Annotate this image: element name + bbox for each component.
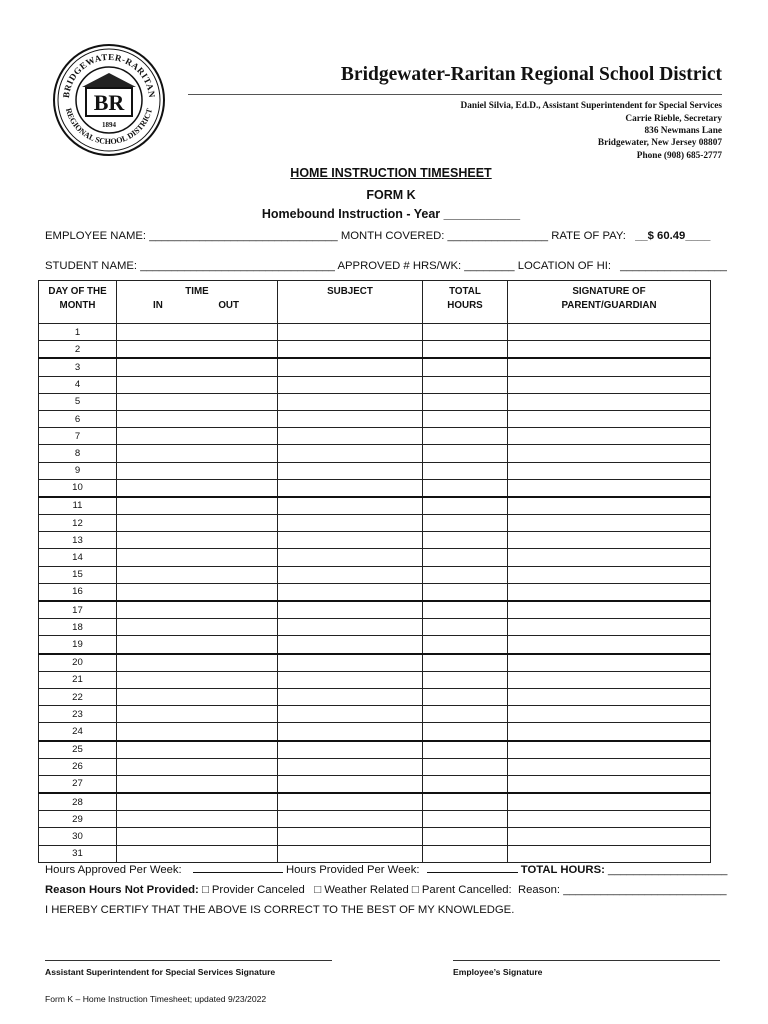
day-cell: 18: [39, 619, 117, 636]
table-row: [39, 479, 711, 497]
contact-line-phone: Phone (908) 685-2777: [636, 151, 722, 161]
day-cell: 22: [39, 688, 117, 705]
total-hours-cell[interactable]: [423, 497, 508, 515]
signature-cell[interactable]: [508, 445, 711, 462]
total-hours-cell[interactable]: [423, 828, 508, 845]
employee-signature-line[interactable]: [453, 960, 720, 961]
day-cell: 27: [39, 775, 117, 793]
time-cell[interactable]: [117, 462, 278, 479]
subject-cell[interactable]: [278, 324, 423, 341]
reason-row: [45, 884, 727, 896]
time-cell[interactable]: [117, 393, 278, 410]
subject-cell[interactable]: [278, 376, 423, 393]
time-cell[interactable]: [117, 811, 278, 828]
subject-cell[interactable]: [278, 479, 423, 497]
superintendent-signature-label: Assistant Superintendent for Special Services Signature: [45, 967, 276, 977]
subject-cell[interactable]: [278, 428, 423, 445]
total-hours-cell[interactable]: [423, 811, 508, 828]
reason-label: Reason Hours Not Provided:: [45, 884, 199, 896]
time-cell[interactable]: [117, 636, 278, 654]
hours-provided-label: Hours Provided Per Week:: [285, 864, 420, 876]
hours-approved-field[interactable]: [193, 872, 283, 873]
hours-approved-label: Hours Approved Per Week:: [45, 864, 182, 876]
table-row: [39, 828, 711, 845]
contact-line-secretary: Carrie Rieble, Secretary: [625, 114, 722, 124]
table-row: [39, 428, 711, 445]
subject-cell[interactable]: [278, 793, 423, 811]
total-hours-cell[interactable]: [423, 479, 508, 497]
table-row: [39, 497, 711, 515]
month-covered-field[interactable]: MONTH COVERED: ________________: [340, 230, 549, 242]
day-cell: 1: [39, 324, 117, 341]
table-row: [39, 793, 711, 811]
signature-cell[interactable]: [508, 376, 711, 393]
form-footnote: Form K – Home Instruction Timesheet; updated 9/23/2022: [45, 994, 267, 1004]
table-row: [39, 532, 711, 549]
subject-cell[interactable]: [278, 358, 423, 376]
rate-of-pay-label: RATE OF PAY:: [551, 230, 626, 242]
total-hours-cell[interactable]: [423, 583, 508, 601]
time-cell[interactable]: [117, 428, 278, 445]
total-hours-cell[interactable]: [423, 410, 508, 427]
subject-cell[interactable]: [278, 549, 423, 566]
subject-cell[interactable]: [278, 532, 423, 549]
total-hours-cell[interactable]: [423, 445, 508, 462]
time-cell[interactable]: [117, 358, 278, 376]
day-cell: 7: [39, 428, 117, 445]
employee-signature-label: Employee’s Signature: [453, 967, 543, 977]
time-cell[interactable]: [117, 445, 278, 462]
time-cell[interactable]: [117, 324, 278, 341]
signature-cell[interactable]: [508, 688, 711, 705]
header-time-in: IN: [153, 300, 163, 311]
signature-cell[interactable]: [508, 811, 711, 828]
time-cell[interactable]: [117, 601, 278, 619]
day-cell: 24: [39, 723, 117, 741]
subject-cell[interactable]: [278, 775, 423, 793]
table-row: [39, 758, 711, 775]
signature-cell[interactable]: [508, 324, 711, 341]
day-cell: 10: [39, 479, 117, 497]
time-cell[interactable]: [117, 741, 278, 759]
superintendent-signature-line[interactable]: [45, 960, 332, 961]
signature-cell[interactable]: [508, 583, 711, 601]
signature-cell[interactable]: [508, 532, 711, 549]
table-row: [39, 445, 711, 462]
total-hours-field[interactable]: ___________________: [608, 864, 728, 876]
total-hours-cell[interactable]: [423, 376, 508, 393]
subject-cell[interactable]: [278, 410, 423, 427]
day-cell: 2: [39, 341, 117, 359]
total-hours-cell[interactable]: [423, 619, 508, 636]
day-cell: 23: [39, 706, 117, 723]
total-hours-cell[interactable]: [423, 549, 508, 566]
signature-cell[interactable]: [508, 393, 711, 410]
total-hours-cell[interactable]: [423, 723, 508, 741]
signature-cell[interactable]: [508, 636, 711, 654]
svg-text:BR: BR: [93, 90, 125, 115]
signature-cell[interactable]: [508, 775, 711, 793]
time-cell[interactable]: [117, 723, 278, 741]
student-name-field[interactable]: STUDENT NAME: _______________________________: [45, 260, 335, 272]
subject-cell[interactable]: [278, 758, 423, 775]
time-cell[interactable]: [117, 758, 278, 775]
total-hours-cell[interactable]: [423, 636, 508, 654]
time-cell[interactable]: [117, 341, 278, 359]
signature-cell[interactable]: [508, 549, 711, 566]
signature-cell[interactable]: [508, 706, 711, 723]
time-cell[interactable]: [117, 671, 278, 688]
day-cell: 3: [39, 358, 117, 376]
subject-cell[interactable]: [278, 583, 423, 601]
day-cell: 5: [39, 393, 117, 410]
time-cell[interactable]: [117, 845, 278, 862]
signature-cell[interactable]: [508, 479, 711, 497]
table-row: [39, 410, 711, 427]
signature-cell[interactable]: [508, 758, 711, 775]
time-cell[interactable]: [117, 688, 278, 705]
signature-cell[interactable]: [508, 793, 711, 811]
table-row: [39, 462, 711, 479]
day-cell: 15: [39, 566, 117, 583]
table-row: [39, 741, 711, 759]
total-hours-cell[interactable]: [423, 358, 508, 376]
total-hours-cell[interactable]: [423, 324, 508, 341]
form-subtitle: FORM K: [366, 188, 416, 202]
total-hours-cell[interactable]: [423, 775, 508, 793]
total-hours-cell[interactable]: [423, 428, 508, 445]
time-cell[interactable]: [117, 515, 278, 532]
time-cell[interactable]: [117, 497, 278, 515]
time-cell[interactable]: [117, 549, 278, 566]
table-row: [39, 811, 711, 828]
header-time-out: OUT: [218, 300, 239, 311]
day-cell: 14: [39, 549, 117, 566]
signature-cell[interactable]: [508, 497, 711, 515]
day-cell: 21: [39, 671, 117, 688]
total-hours-cell[interactable]: [423, 566, 508, 583]
subject-cell[interactable]: [278, 811, 423, 828]
subject-cell[interactable]: [278, 393, 423, 410]
subject-cell[interactable]: [278, 706, 423, 723]
table-row: [39, 549, 711, 566]
total-hours-cell[interactable]: [423, 688, 508, 705]
contact-line-superintendent: Daniel Silvia, Ed.D., Assistant Superintendent for Special Services: [460, 101, 722, 111]
district-seal-logo: [52, 43, 166, 157]
subject-cell[interactable]: [278, 619, 423, 636]
time-cell[interactable]: [117, 706, 278, 723]
total-hours-cell[interactable]: [423, 462, 508, 479]
day-cell: 17: [39, 601, 117, 619]
svg-text:1894: 1894: [102, 121, 116, 129]
signature-cell[interactable]: [508, 654, 711, 672]
table-row: [39, 723, 711, 741]
day-cell: 20: [39, 654, 117, 672]
total-hours-label: TOTAL HOURS:: [520, 864, 605, 876]
header-time-label: TIME: [185, 286, 209, 297]
total-hours-cell[interactable]: [423, 515, 508, 532]
location-label: LOCATION OF HI:: [517, 260, 612, 272]
day-cell: 29: [39, 811, 117, 828]
time-cell[interactable]: [117, 775, 278, 793]
total-hours-cell[interactable]: [423, 532, 508, 549]
day-cell: 6: [39, 410, 117, 427]
day-cell: 4: [39, 376, 117, 393]
table-row: [39, 654, 711, 672]
subject-cell[interactable]: [278, 601, 423, 619]
signature-cell[interactable]: [508, 671, 711, 688]
time-cell[interactable]: [117, 410, 278, 427]
total-hours-cell[interactable]: [423, 671, 508, 688]
total-hours-cell[interactable]: [423, 793, 508, 811]
total-hours-cell[interactable]: [423, 845, 508, 862]
day-cell: 31: [39, 845, 117, 862]
student-info-row: [45, 260, 727, 272]
day-cell: 19: [39, 636, 117, 654]
day-cell: 30: [39, 828, 117, 845]
time-cell[interactable]: [117, 479, 278, 497]
location-field[interactable]: _________________: [620, 260, 727, 272]
hours-provided-field[interactable]: [427, 872, 518, 873]
signature-cell[interactable]: [508, 723, 711, 741]
header-time: [117, 281, 278, 324]
header-signature: SIGNATURE OF PARENT/GUARDIAN: [508, 281, 711, 324]
day-cell: 9: [39, 462, 117, 479]
time-cell[interactable]: [117, 619, 278, 636]
table-row: [39, 341, 711, 359]
subject-cell[interactable]: [278, 654, 423, 672]
time-cell[interactable]: [117, 583, 278, 601]
table-row: [39, 688, 711, 705]
signature-cell[interactable]: [508, 341, 711, 359]
total-hours-cell[interactable]: [423, 341, 508, 359]
table-row: [39, 583, 711, 601]
district-name: Bridgewater-Raritan Regional School District: [340, 64, 722, 85]
table-header-row: [39, 281, 711, 324]
day-cell: 12: [39, 515, 117, 532]
svg-text:BRIDGEWATER-RARITAN: BRIDGEWATER-RARITAN: [60, 51, 158, 99]
table-row: [39, 619, 711, 636]
signature-cell[interactable]: [508, 410, 711, 427]
certification-statement: I HEREBY CERTIFY THAT THE ABOVE IS CORRECT TO THE BEST OF MY KNOWLEDGE.: [45, 904, 515, 916]
signature-cell[interactable]: [508, 566, 711, 583]
subject-cell[interactable]: [278, 445, 423, 462]
signature-cell[interactable]: [508, 845, 711, 862]
signature-cell[interactable]: [508, 515, 711, 532]
table-row: [39, 601, 711, 619]
day-cell: 13: [39, 532, 117, 549]
subject-cell[interactable]: [278, 566, 423, 583]
subject-cell[interactable]: [278, 341, 423, 359]
signature-cell[interactable]: [508, 358, 711, 376]
signature-cell[interactable]: [508, 601, 711, 619]
subject-cell[interactable]: [278, 515, 423, 532]
subject-cell[interactable]: [278, 671, 423, 688]
timesheet-table: [38, 280, 711, 863]
day-cell: 26: [39, 758, 117, 775]
subject-cell[interactable]: [278, 497, 423, 515]
signature-cell[interactable]: [508, 428, 711, 445]
total-hours-cell[interactable]: [423, 706, 508, 723]
total-hours-cell[interactable]: [423, 601, 508, 619]
subject-cell[interactable]: [278, 462, 423, 479]
svg-text:REGIONAL SCHOOL DISTRICT: REGIONAL SCHOOL DISTRICT: [63, 107, 155, 147]
day-cell: 25: [39, 741, 117, 759]
header-day-of-month: DAY OF THE MONTH: [39, 281, 117, 324]
time-cell[interactable]: [117, 376, 278, 393]
subject-cell[interactable]: [278, 845, 423, 862]
total-hours-cell[interactable]: [423, 393, 508, 410]
table-row: [39, 358, 711, 376]
table-row: [39, 515, 711, 532]
time-cell[interactable]: [117, 654, 278, 672]
table-row: [39, 845, 711, 862]
day-cell: 16: [39, 583, 117, 601]
table-row: [39, 636, 711, 654]
total-hours-cell[interactable]: [423, 741, 508, 759]
employee-info-row: [45, 230, 710, 242]
reason-options[interactable]: □ Provider Canceled □ Weather Related □ Parent Cancelled: Reason:: [201, 884, 561, 896]
contact-line-city: Bridgewater, New Jersey 08807: [597, 138, 722, 148]
form-year-line: Homebound Instruction - Year ___________: [261, 207, 521, 221]
total-hours-cell[interactable]: [423, 654, 508, 672]
time-cell[interactable]: [117, 828, 278, 845]
time-cell[interactable]: [117, 566, 278, 583]
contact-line-street: 836 Newmans Lane: [644, 126, 722, 136]
subject-cell[interactable]: [278, 828, 423, 845]
approved-hours-field[interactable]: APPROVED # HRS/WK: ________: [337, 260, 515, 272]
subject-cell[interactable]: [278, 741, 423, 759]
header-subject: SUBJECT: [278, 281, 423, 324]
signature-cell[interactable]: [508, 462, 711, 479]
form-title: HOME INSTRUCTION TIMESHEET: [290, 166, 492, 180]
time-cell[interactable]: [117, 532, 278, 549]
day-cell: 28: [39, 793, 117, 811]
day-cell: 8: [39, 445, 117, 462]
table-row: [39, 775, 711, 793]
subject-cell[interactable]: [278, 636, 423, 654]
time-cell[interactable]: [117, 793, 278, 811]
total-hours-cell[interactable]: [423, 758, 508, 775]
table-row: [39, 324, 711, 341]
signature-cell[interactable]: [508, 619, 711, 636]
reason-field[interactable]: __________________________: [563, 884, 727, 896]
table-row: [39, 671, 711, 688]
header-divider: [188, 94, 722, 95]
table-row: [39, 393, 711, 410]
day-cell: 11: [39, 497, 117, 515]
rate-of-pay-value[interactable]: __$ 60.49____: [635, 230, 711, 242]
employee-name-field[interactable]: EMPLOYEE NAME: ______________________________: [45, 230, 338, 242]
signature-cell[interactable]: [508, 828, 711, 845]
table-row: [39, 566, 711, 583]
signature-cell[interactable]: [508, 741, 711, 759]
table-row: [39, 706, 711, 723]
header-total-hours: TOTAL HOURS: [423, 281, 508, 324]
subject-cell[interactable]: [278, 688, 423, 705]
table-row: [39, 376, 711, 393]
subject-cell[interactable]: [278, 723, 423, 741]
hours-summary-row: [45, 864, 727, 876]
